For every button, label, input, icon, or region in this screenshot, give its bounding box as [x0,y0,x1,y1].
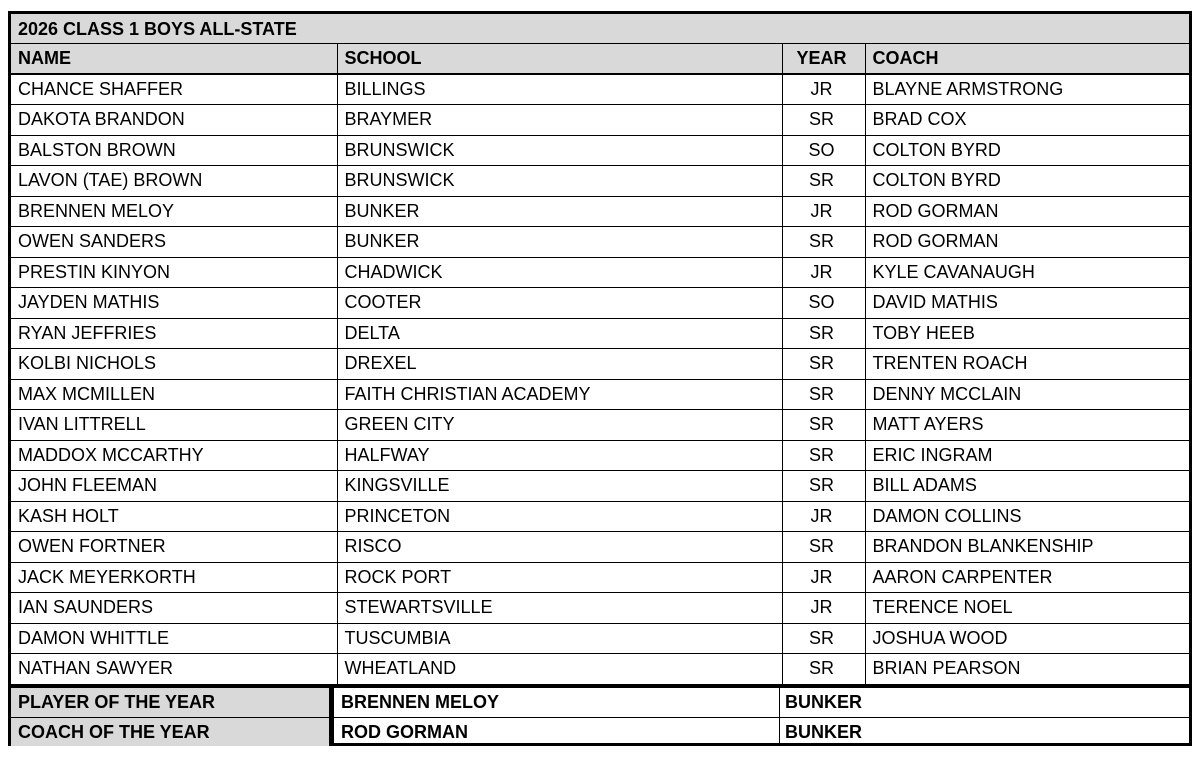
cell-year: JR [782,562,865,593]
cell-coach: TRENTEN ROACH [865,349,1189,380]
cell-year: SO [782,288,865,319]
cell-school: GREEN CITY [337,410,782,441]
table-row [11,257,1189,288]
table-row [11,318,1189,349]
table-row [11,654,1189,685]
cell-name: KASH HOLT [11,501,337,532]
cell-year: SR [782,379,865,410]
cell-coach: BLAYNE ARMSTRONG [865,74,1189,105]
cell-school: RISCO [337,532,782,563]
player-of-the-year-name: BRENNEN MELOY [334,688,780,717]
cell-year: SR [782,471,865,502]
table-row [11,227,1189,258]
column-header-year: YEAR [782,44,865,74]
cell-school: COOTER [337,288,782,319]
cell-coach: ROD GORMAN [865,196,1189,227]
cell-name: MAX MCMILLEN [11,379,337,410]
cell-year: SR [782,532,865,563]
table-row [11,105,1189,136]
table-row [11,166,1189,197]
table-row [11,623,1189,654]
table-row [11,593,1189,624]
cell-year: SR [782,349,865,380]
roster-body [11,74,1189,684]
cell-school: CHADWICK [337,257,782,288]
cell-name: BALSTON BROWN [11,135,337,166]
cell-name: JACK MEYERKORTH [11,562,337,593]
cell-school: PRINCETON [337,501,782,532]
cell-year: SR [782,440,865,471]
cell-year: JR [782,257,865,288]
cell-coach: BRAD COX [865,105,1189,136]
cell-coach: COLTON BYRD [865,135,1189,166]
cell-name: OWEN SANDERS [11,227,337,258]
cell-school: BRAYMER [337,105,782,136]
cell-year: SR [782,105,865,136]
cell-school: HALFWAY [337,440,782,471]
table-row [11,410,1189,441]
table-row [11,562,1189,593]
cell-school: BUNKER [337,196,782,227]
player-of-the-year-row [11,688,1189,717]
column-header-school: SCHOOL [337,44,782,74]
cell-name: OWEN FORTNER [11,532,337,563]
cell-name: JOHN FLEEMAN [11,471,337,502]
table-header-row [11,44,1189,74]
cell-coach: AARON CARPENTER [865,562,1189,593]
table-row [11,74,1189,105]
cell-name: DAMON WHITTLE [11,623,337,654]
cell-year: SR [782,318,865,349]
cell-coach: ERIC INGRAM [865,440,1189,471]
cell-coach: DENNY MCCLAIN [865,379,1189,410]
cell-name: RYAN JEFFRIES [11,318,337,349]
cell-school: BUNKER [337,227,782,258]
cell-coach: COLTON BYRD [865,166,1189,197]
cell-year: SR [782,410,865,441]
table-row [11,532,1189,563]
coach-of-the-year-label: COACH OF THE YEAR [11,718,334,746]
cell-coach: BRIAN PEARSON [865,654,1189,685]
table-row [11,196,1189,227]
table-row [11,379,1189,410]
cell-year: JR [782,196,865,227]
cell-coach: TERENCE NOEL [865,593,1189,624]
table-row [11,501,1189,532]
cell-year: SR [782,654,865,685]
cell-name: BRENNEN MELOY [11,196,337,227]
all-state-sheet [8,11,1192,746]
cell-year: SR [782,623,865,654]
cell-name: LAVON (TAE) BROWN [11,166,337,197]
cell-coach: KYLE CAVANAUGH [865,257,1189,288]
cell-year: JR [782,501,865,532]
cell-school: FAITH CHRISTIAN ACADEMY [337,379,782,410]
column-header-coach: COACH [865,44,1189,74]
cell-name: PRESTIN KINYON [11,257,337,288]
cell-coach: DAMON COLLINS [865,501,1189,532]
cell-year: SR [782,166,865,197]
table-row [11,349,1189,380]
cell-name: CHANCE SHAFFER [11,74,337,105]
coach-of-the-year-row [11,717,1189,746]
table-row [11,135,1189,166]
roster-table [11,44,1189,685]
coach-of-the-year-school: BUNKER [785,722,863,742]
cell-coach: BILL ADAMS [865,471,1189,502]
cell-coach: ROD GORMAN [865,227,1189,258]
cell-school: DREXEL [337,349,782,380]
cell-school: TUSCUMBIA [337,623,782,654]
cell-coach: JOSHUA WOOD [865,623,1189,654]
cell-school: ROCK PORT [337,562,782,593]
cell-name: IVAN LITTRELL [11,410,337,441]
cell-name: KOLBI NICHOLS [11,349,337,380]
cell-school: BRUNSWICK [337,166,782,197]
table-row [11,471,1189,502]
cell-coach: BRANDON BLANKENSHIP [865,532,1189,563]
player-of-the-year-label: PLAYER OF THE YEAR [11,688,334,717]
table-row [11,440,1189,471]
cell-year: JR [782,593,865,624]
cell-school: DELTA [337,318,782,349]
cell-year: SO [782,135,865,166]
cell-year: SR [782,227,865,258]
cell-name: DAKOTA BRANDON [11,105,337,136]
cell-name: MADDOX MCCARTHY [11,440,337,471]
cell-school: WHEATLAND [337,654,782,685]
cell-school: BILLINGS [337,74,782,105]
column-header-name: NAME [11,44,337,74]
cell-school: BRUNSWICK [337,135,782,166]
player-of-the-year-school: BUNKER [785,692,863,712]
awards-section [11,685,1189,746]
cell-coach: DAVID MATHIS [865,288,1189,319]
sheet-title: 2026 CLASS 1 BOYS ALL-STATE [11,14,1189,44]
cell-coach: TOBY HEEB [865,318,1189,349]
cell-name: NATHAN SAWYER [11,654,337,685]
coach-of-the-year-name: ROD GORMAN [334,718,780,746]
cell-coach: MATT AYERS [865,410,1189,441]
cell-name: JAYDEN MATHIS [11,288,337,319]
cell-school: STEWARTSVILLE [337,593,782,624]
cell-school: KINGSVILLE [337,471,782,502]
cell-name: IAN SAUNDERS [11,593,337,624]
cell-year: JR [782,74,865,105]
table-row [11,288,1189,319]
